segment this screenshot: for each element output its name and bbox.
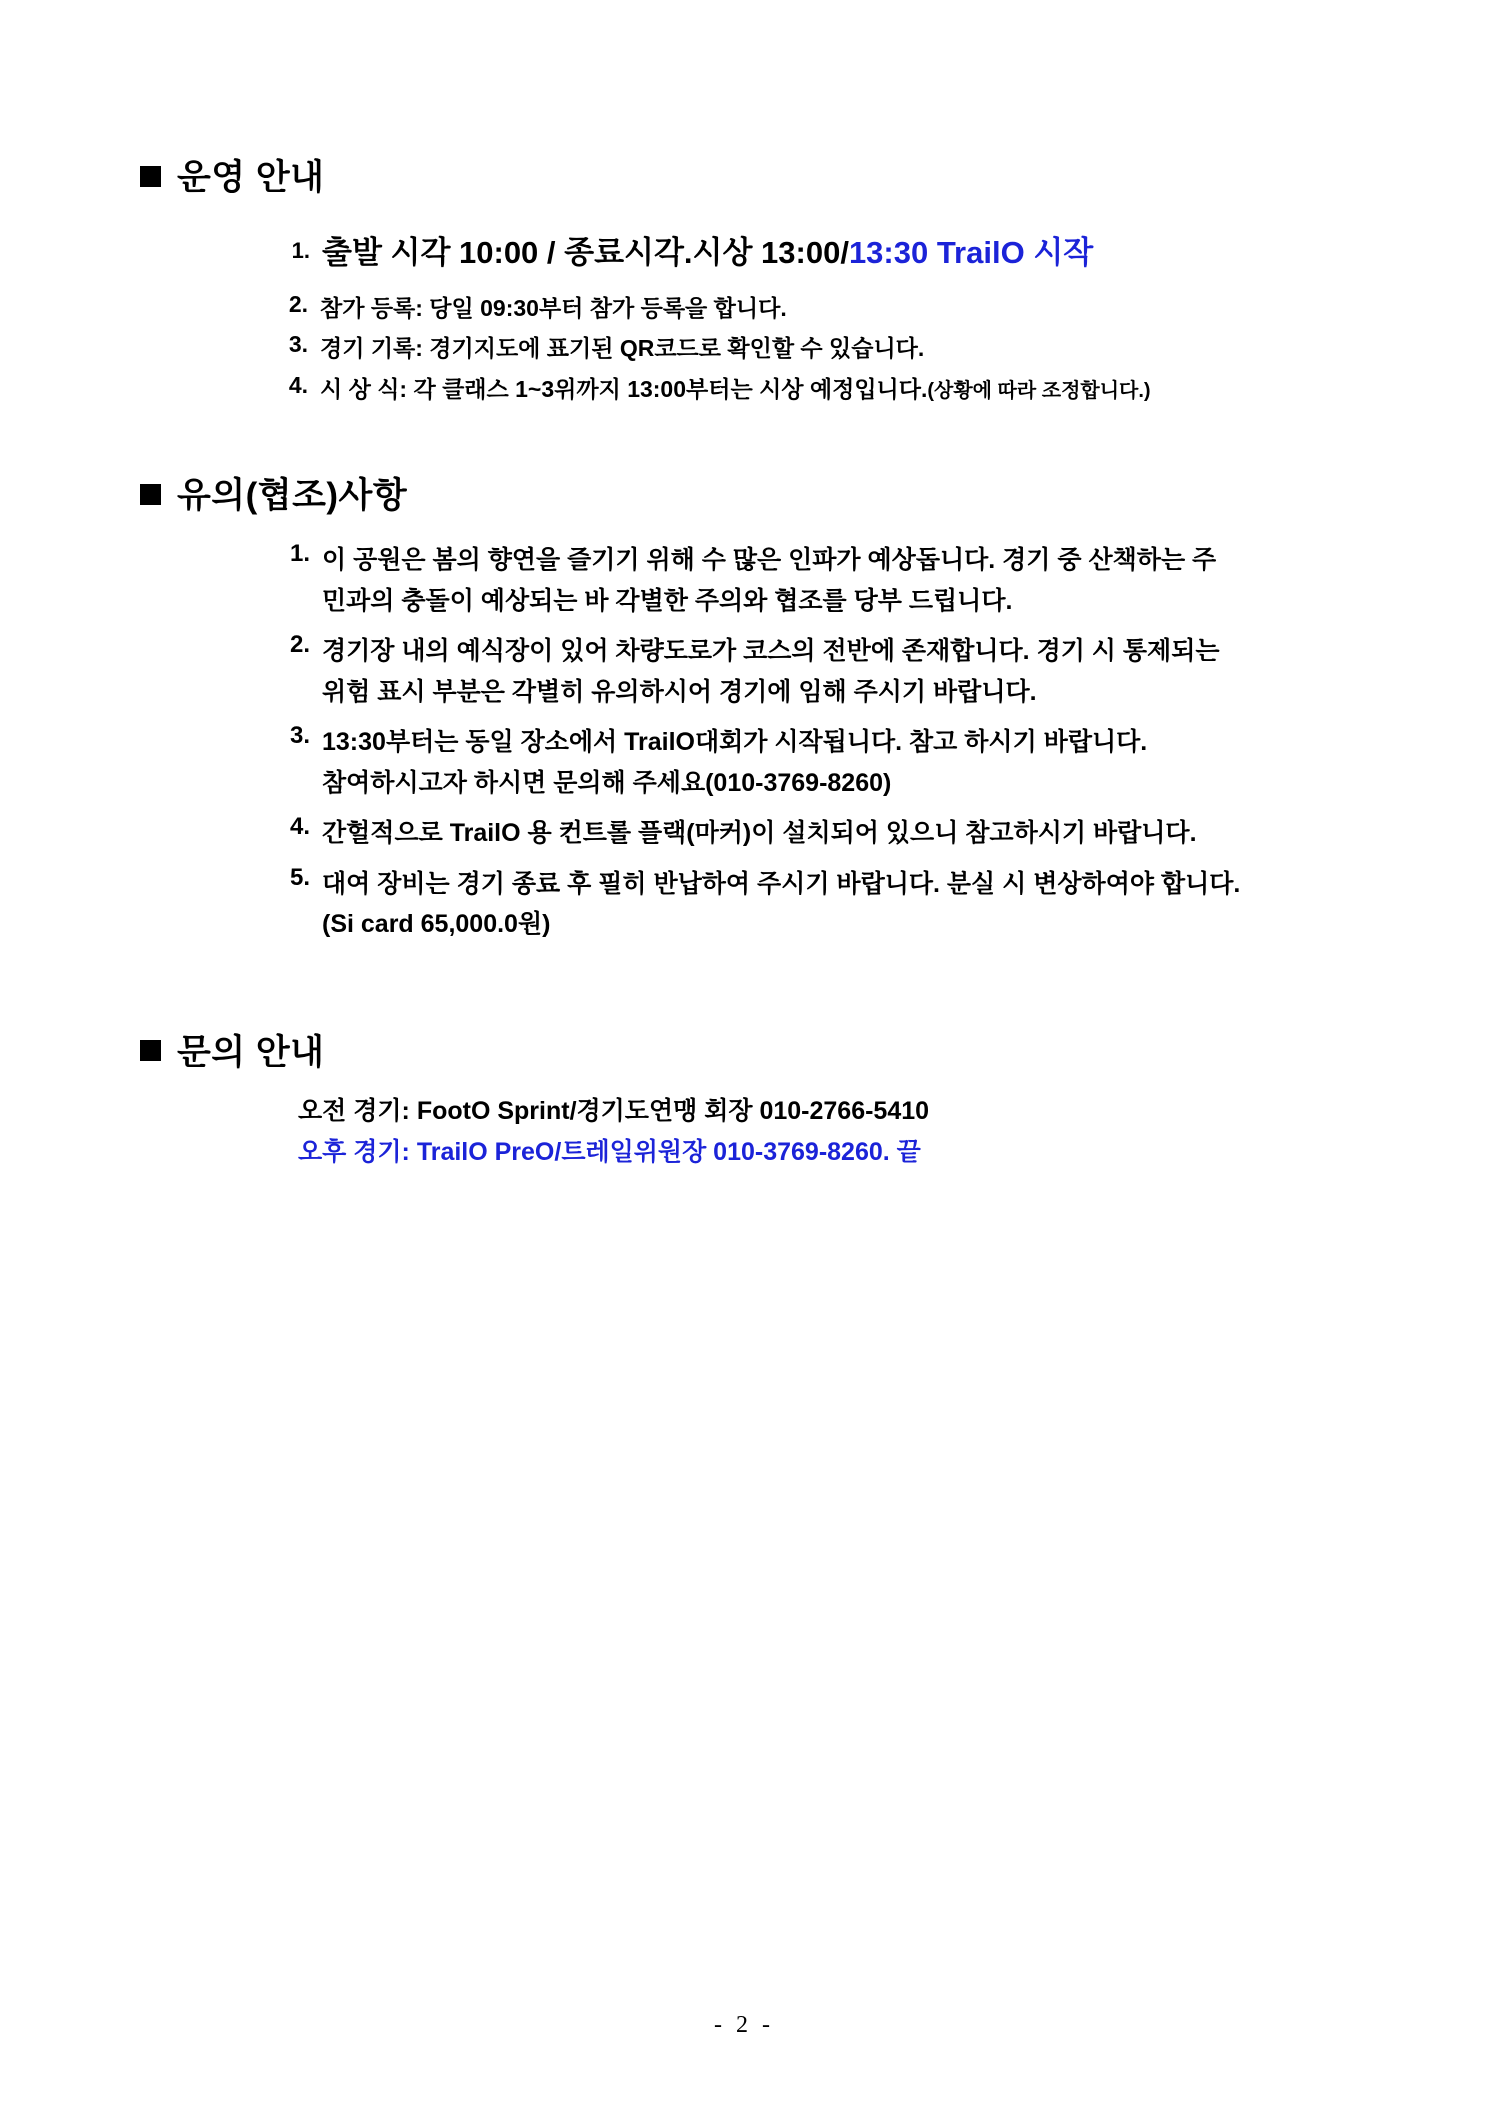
list-item-line2: 위험 표시 부분은 각별히 유의하시어 경기에 임해 주시기 바랍니다.	[322, 677, 1037, 706]
list-item-text	[320, 372, 1368, 407]
list-item	[280, 813, 1368, 854]
list-item	[280, 291, 1368, 326]
contact-line-morning: 오전 경기: FootO Sprint/경기도연맹 회장 010-2766-5410	[298, 1096, 930, 1125]
operation-item1-black: 출발 시각 10:00 / 종료시각.시상 13:00/	[322, 235, 849, 270]
list-item-text	[322, 230, 1368, 277]
section-heading-contact-label: 문의 안내	[177, 1032, 325, 1072]
list-item-number: 3.	[288, 331, 308, 357]
square-bullet-icon	[140, 166, 161, 187]
list-item-line1: 이 공원은 봄의 향연을 즐기기 위해 수 많은 인파가 예상돕니다. 경기 중 산책하는 주	[322, 546, 1217, 574]
list-item-text	[322, 722, 1368, 803]
contact-line-afternoon: 오후 경기: TrailO PreO/트레일위원장 010-3769-8260. 끝	[298, 1137, 921, 1166]
list-item-line2: (Si card 65,000.0원)	[322, 910, 551, 938]
list-item-text	[322, 631, 1368, 712]
list-item	[280, 540, 1368, 621]
list-item-number: 4.	[289, 813, 310, 840]
operation-item4-main: 시 상 식: 각 클래스 1~3위까지 13:00부터는 시상 예정입니다.	[320, 375, 928, 402]
list-item	[280, 864, 1368, 945]
list-item-line2: 민과의 충돌이 예상되는 바 각별한 주의와 협조를 당부 드립니다.	[322, 586, 1013, 615]
list-item	[280, 331, 1368, 366]
list-item-text: 참가 등록: 당일 09:30부터 참가 등록을 합니다.	[320, 294, 787, 321]
square-bullet-icon	[140, 484, 161, 505]
list-item-text: 경기 기록: 경기지도에 표기된 QR코드로 확인할 수 있습니다.	[320, 335, 925, 361]
list-item-line2: 참여하시고자 하시면 문의해 주세요(010-3769-8260)	[322, 768, 892, 797]
section-heading-operation	[140, 150, 1368, 200]
list-item-number: 2.	[289, 631, 310, 658]
operation-item1-blue: 13:30 TrailO 시작	[848, 235, 1094, 270]
list-item-number: 5.	[289, 863, 310, 891]
list-item-line1: 간헐적으로 TrailO 용 컨트롤 플랙(마커)이 설치되어 있으니 참고하시기 바랍니다.	[322, 819, 1197, 847]
list-item	[280, 372, 1368, 407]
list-item	[280, 230, 1368, 277]
list-item-line1: 대여 장비는 경기 종료 후 필히 반납하여 주시기 바랍니다. 분실 시 변상하여야 합니다.	[322, 869, 1241, 898]
list-item-number: 2.	[288, 290, 308, 317]
list-item-line1: 경기장 내의 예식장이 있어 차량도로가 코스의 전반에 존재합니다. 경기 시 통제되는	[322, 637, 1220, 665]
list-item-text	[322, 864, 1368, 945]
section-heading-caution	[140, 468, 1368, 518]
operation-item4-note: (상황에 따라 조정합니다.)	[927, 379, 1151, 402]
list-item-text	[322, 540, 1368, 621]
contact-block	[298, 1091, 1368, 1174]
list-item-line1: 13:30부터는 동일 장소에서 TrailO대회가 시작됩니다. 참고 하시기 바랍니다.	[322, 728, 1148, 756]
section-heading-contact	[140, 1025, 1368, 1075]
list-item-number: 3.	[289, 722, 310, 749]
operation-list	[280, 230, 1368, 406]
section-heading-operation-label: 운영 안내	[177, 158, 325, 197]
square-bullet-icon	[140, 1040, 161, 1061]
list-item-number: 1.	[289, 540, 310, 567]
list-item-text	[322, 813, 1368, 854]
list-item	[280, 631, 1368, 712]
caution-list	[280, 540, 1368, 945]
section-heading-caution-label: 유의(협조)사항	[177, 476, 408, 515]
page-number: - 2 -	[714, 2012, 774, 2038]
list-item-number: 1.	[291, 238, 310, 263]
list-item	[280, 722, 1368, 803]
list-item-number: 4.	[288, 371, 308, 398]
